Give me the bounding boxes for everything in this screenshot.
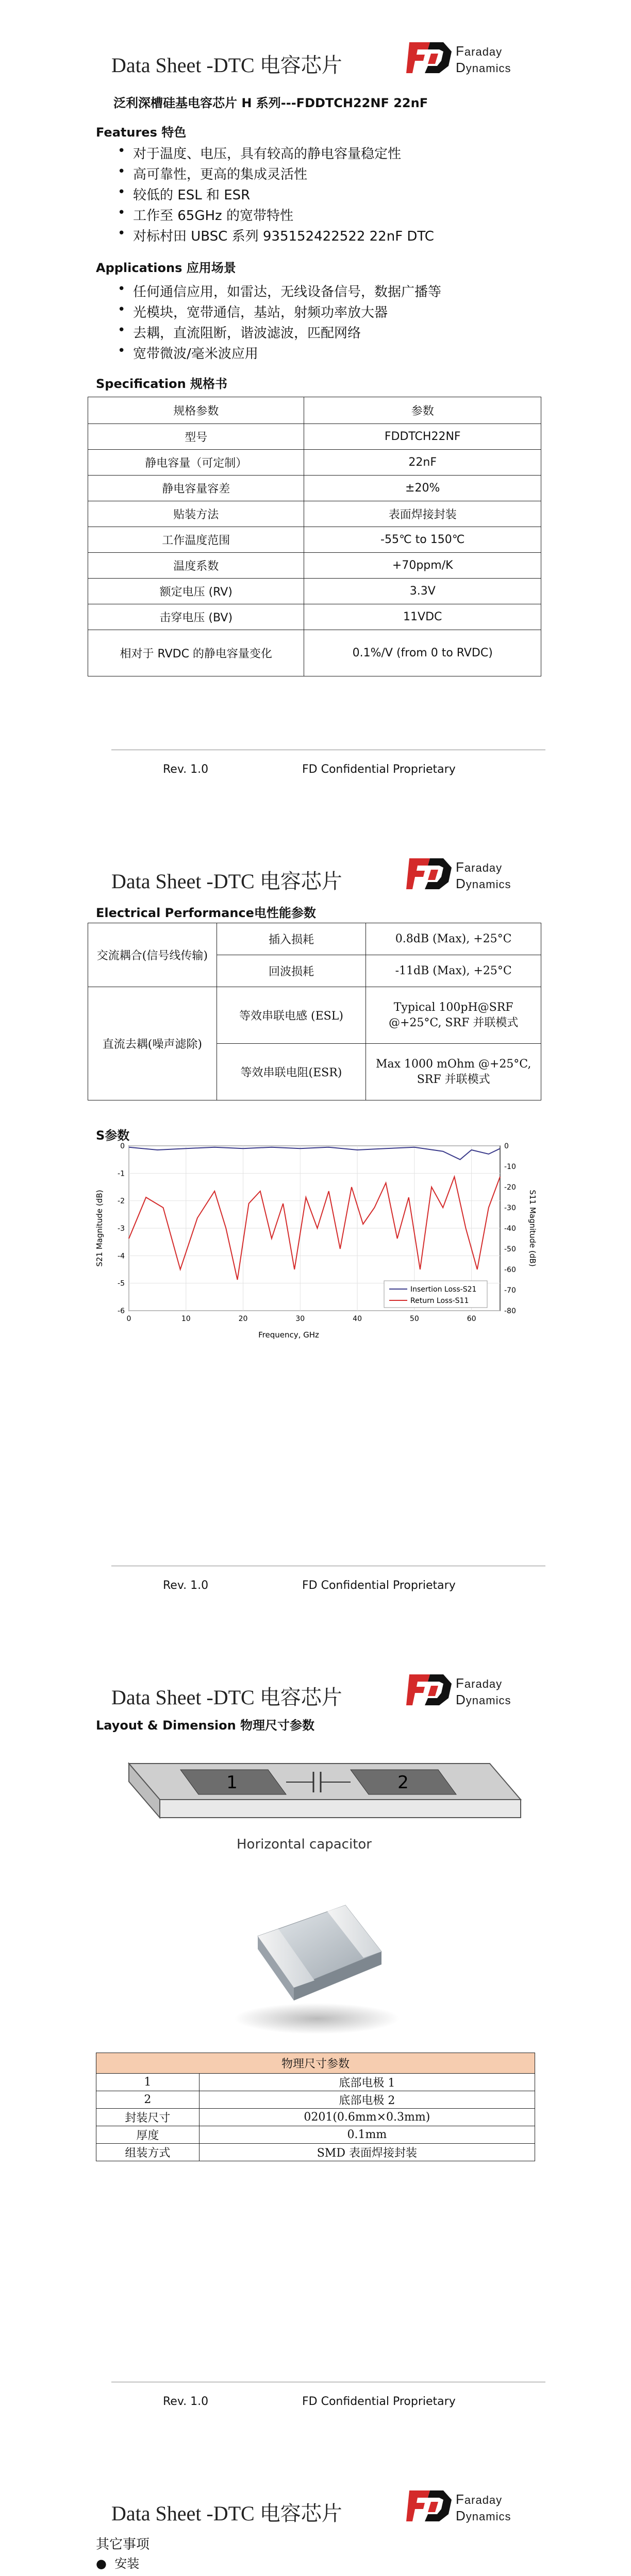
y2-tick-label: -20 — [504, 1183, 516, 1192]
y2-tick-label: -40 — [504, 1225, 516, 1233]
elec-value: 0.8dB (Max), +25°C — [366, 923, 541, 955]
page-4 — [0, 2448, 631, 2576]
feature-item: • 较低的 ESL 和 ESR — [133, 184, 250, 204]
footer-confidential: FD Confidential Proprietary — [302, 763, 456, 776]
fd-logo-icon — [407, 1672, 453, 1707]
feature-item: • 对于温度、电压，具有较高的静电容量稳定性 — [133, 143, 401, 162]
install-title: ● 安装 — [96, 2556, 140, 2571]
x-tick-label: 60 — [467, 1315, 476, 1323]
y-tick-label: -5 — [118, 1279, 125, 1288]
features-heading: Features 特色 — [96, 125, 187, 140]
physical-value: 0.1mm — [199, 2126, 535, 2144]
spec-value: 22nF — [304, 450, 541, 476]
physical-label: 厚度 — [96, 2126, 200, 2144]
chart-ylabel: S21 Magnitude (dB) — [95, 1190, 104, 1267]
x-tick-label: 0 — [126, 1315, 131, 1323]
spec-label: 静电容量（可定制） — [88, 450, 304, 476]
y2-tick-label: -60 — [504, 1266, 516, 1274]
spec-value: FDDTCH22NF — [304, 424, 541, 450]
header-title: Data Sheet -DTC 电容芯片 — [111, 54, 342, 77]
page-1 — [0, 0, 631, 816]
footer-confidential: FD Confidential Proprietary — [302, 2395, 456, 2408]
y-tick-label: -1 — [118, 1170, 125, 1178]
pad-2-label: 2 — [397, 1772, 409, 1793]
physical-table — [96, 2053, 535, 2161]
y-tick-label: -6 — [118, 1307, 125, 1315]
physical-value: 底部电极 1 — [199, 2074, 535, 2091]
y-tick-label: 0 — [120, 1142, 125, 1150]
spec-value: 11VDC — [304, 604, 541, 630]
elec-label: 等效串联电感 (ESL) — [217, 987, 366, 1044]
feature-item: • 工作至 65GHz 的宽带特性 — [133, 205, 293, 224]
physical-label: 2 — [96, 2091, 200, 2109]
spec-label: 相对于 RVDC 的静电容量变化 — [88, 630, 304, 676]
elec-group-cell: 交流耦合(信号线传输) — [88, 923, 217, 987]
spec-label: 额定电压 (RV) — [88, 579, 304, 604]
chart-legend — [384, 1281, 487, 1308]
y-tick-label: -2 — [118, 1197, 125, 1206]
product-title: 泛利深槽硅基电容芯片 H 系列---FDDTCH22NF 22nF — [113, 96, 428, 110]
elec-label: 回波损耗 — [217, 955, 366, 987]
fd-logo: Faraday Dynamics — [407, 1672, 510, 1708]
fd-logo-icon — [407, 856, 453, 891]
page-footer — [111, 1566, 545, 1597]
footer-rev: Rev. 1.0 — [163, 2395, 209, 2408]
application-item: • 任何通信应用，如雷达，无线设备信号，数据广播等 — [133, 281, 441, 300]
legend-label-s21: Insertion Loss-S21 — [410, 1285, 477, 1294]
electrical-heading: Electrical Performance电性能参数 — [96, 906, 316, 920]
electrical-table — [88, 923, 541, 1100]
y-tick-label: -4 — [118, 1252, 125, 1261]
application-item: • 光模块，宽带通信，基站，射频功率放大器 — [133, 302, 388, 321]
header-title: Data Sheet -DTC 电容芯片 — [111, 1686, 342, 1709]
physical-header: 物理尺寸参数 — [96, 2053, 535, 2074]
capacitor-caption: Horizontal capacitor — [237, 1837, 372, 1852]
spec-value: ±20% — [304, 476, 541, 501]
application-item: • 去耦，直流阻断，谐波滤波，匹配网络 — [133, 323, 361, 342]
spec-value: -55℃ to 150℃ — [304, 527, 541, 553]
footer-rev: Rev. 1.0 — [163, 1579, 209, 1592]
application-item: • 宽带微波/毫米波应用 — [133, 343, 258, 362]
elec-label: 等效串联电阻(ESR) — [217, 1044, 366, 1100]
spec-label: 工作温度范围 — [88, 527, 304, 553]
y2-tick-label: -80 — [504, 1307, 516, 1315]
capacitor-diagram — [108, 1743, 531, 1897]
fd-logo: Faraday Dynamics — [407, 2488, 510, 2524]
header-title: Data Sheet -DTC 电容芯片 — [111, 870, 342, 893]
applications-heading: Applications 应用场景 — [96, 261, 236, 275]
spec-value: 表面焊接封装 — [304, 501, 541, 527]
elec-group-cell: 直流去耦(噪声滤除) — [88, 987, 217, 1100]
fd-logo-icon — [407, 40, 453, 75]
spec-value: 3.3V — [304, 579, 541, 604]
x-tick-label: 10 — [181, 1315, 191, 1323]
y-tick-label: -3 — [118, 1225, 125, 1233]
page-3 — [0, 1632, 631, 2448]
fd-logo: Faraday Dynamics — [407, 856, 510, 892]
physical-label: 1 — [96, 2074, 200, 2091]
layout-heading: Layout & Dimension 物理尺寸参数 — [96, 1718, 315, 1733]
feature-item: • 对标村田 UBSC 系列 935152422522 22nF DTC — [133, 226, 434, 245]
s-param-heading: S参数 — [96, 1128, 130, 1143]
y2-tick-label: -30 — [504, 1204, 516, 1212]
elec-value: Typical 100pH@SRF @+25°C, SRF 并联模式 — [366, 987, 541, 1044]
physical-value: 底部电极 2 — [199, 2091, 535, 2109]
chart-y2label: S11 Magnitude (dB) — [528, 1190, 537, 1267]
spec-label: 静电容量容差 — [88, 476, 304, 501]
spec-label: 击穿电压 (BV) — [88, 604, 304, 630]
s-parameter-chart — [93, 1141, 536, 1342]
physical-label: 组装方式 — [96, 2144, 200, 2161]
x-tick-label: 50 — [409, 1315, 419, 1323]
pad-1-label: 1 — [226, 1772, 238, 1793]
y2-tick-label: -10 — [504, 1163, 516, 1171]
spec-header-cell: 规格参数 — [88, 397, 304, 424]
feature-item: • 高可靠性，更高的集成灵活性 — [133, 164, 307, 183]
y2-tick-label: -50 — [504, 1245, 516, 1253]
spec-heading: Specification 规格书 — [96, 377, 228, 391]
notes-heading: 其它事项 — [96, 2537, 150, 2552]
footer-confidential: FD Confidential Proprietary — [302, 1579, 456, 1592]
header-title: Data Sheet -DTC 电容芯片 — [111, 2502, 342, 2525]
chip-front-face — [160, 1800, 521, 1818]
fd-logo-icon — [407, 2488, 453, 2523]
page-2 — [0, 816, 631, 1632]
x-tick-label: 20 — [238, 1315, 248, 1323]
spec-label: 温度系数 — [88, 553, 304, 579]
spec-value: 0.1%/V (from 0 to RVDC) — [304, 630, 541, 676]
elec-value: -11dB (Max), +25°C — [366, 955, 541, 987]
x-tick-label: 30 — [295, 1315, 305, 1323]
spec-label: 型号 — [88, 424, 304, 450]
x-tick-label: 40 — [353, 1315, 362, 1323]
fd-logo: Faraday Dynamics — [407, 40, 510, 76]
elec-label: 插入损耗 — [217, 923, 366, 955]
legend-label-s11: Return Loss-S11 — [410, 1297, 469, 1305]
elec-value: Max 1000 mOhm @+25°C, SRF 并联模式 — [366, 1044, 541, 1100]
physical-label: 封装尺寸 — [96, 2109, 200, 2126]
y2-tick-label: -70 — [504, 1286, 516, 1295]
spec-table — [88, 397, 541, 676]
y2-tick-label: 0 — [504, 1142, 509, 1150]
spec-label: 贴装方法 — [88, 501, 304, 527]
spec-header-cell: 参数 — [304, 397, 541, 424]
physical-value: SMD 表面焊接封装 — [199, 2144, 535, 2161]
page-footer — [111, 750, 545, 781]
chart-xlabel: Frequency, GHz — [258, 1330, 319, 1340]
physical-value: 0201(0.6mm×0.3mm) — [199, 2109, 535, 2126]
chip-photo — [227, 1895, 407, 2049]
page-footer — [111, 2382, 545, 2413]
spec-value: +70ppm/K — [304, 553, 541, 579]
footer-rev: Rev. 1.0 — [163, 763, 209, 776]
